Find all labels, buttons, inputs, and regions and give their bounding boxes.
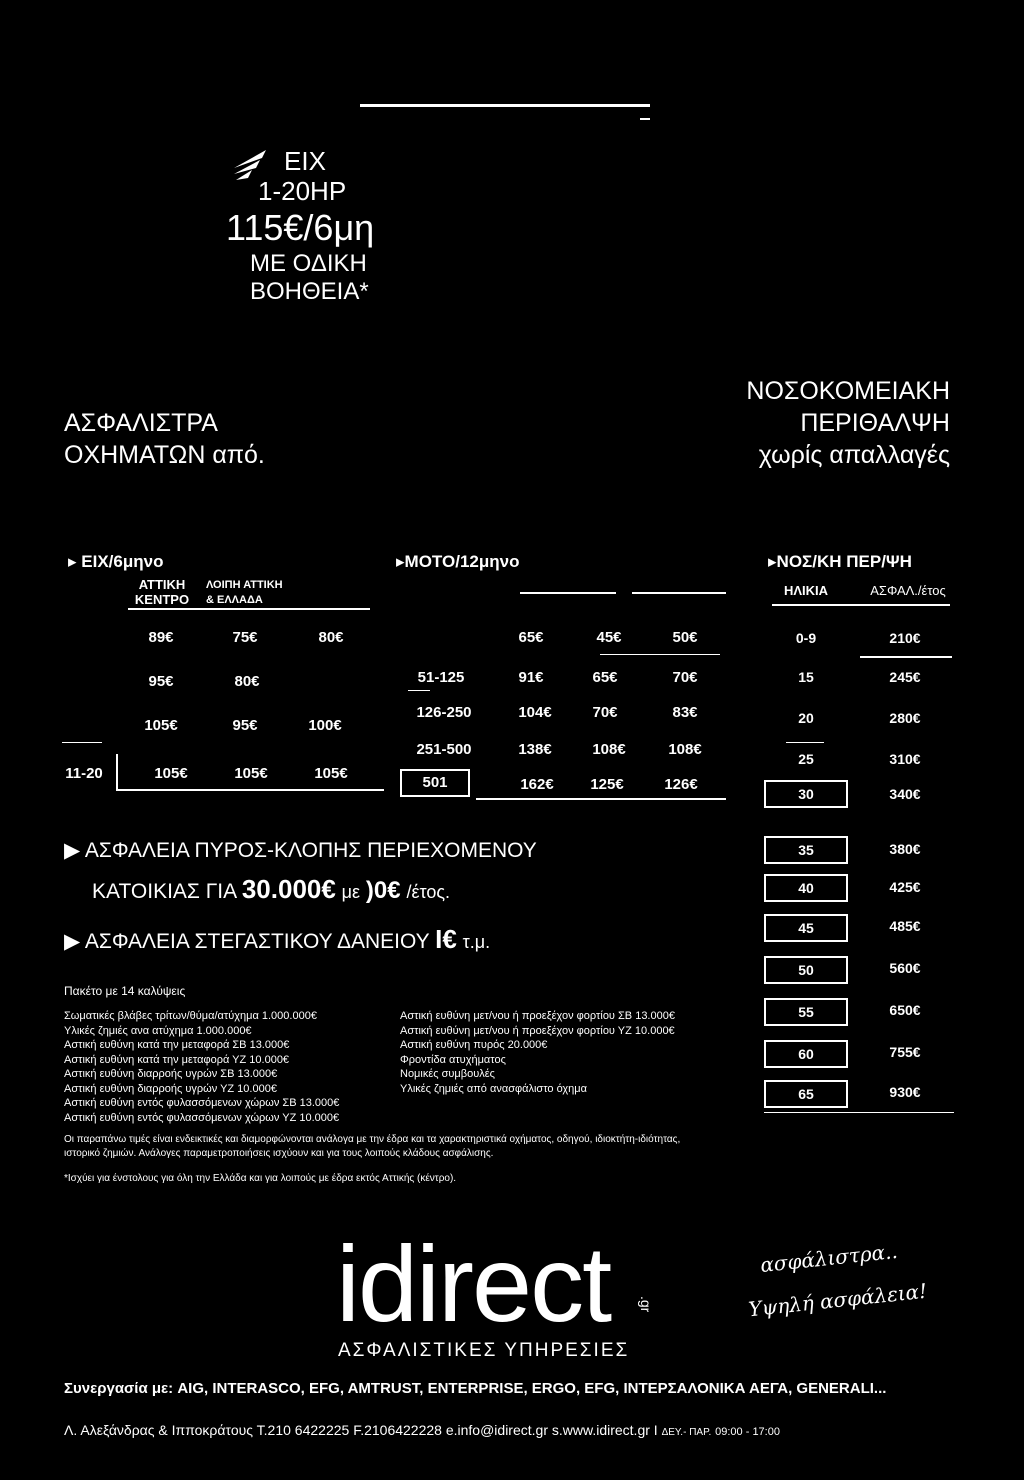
eix-r3-c3: 100€: [308, 717, 342, 734]
eix-col2-line2: & ΕΛΛΑΔΑ: [206, 594, 263, 606]
fire-line2-b: με: [341, 882, 361, 902]
hosp-price-6: 425€: [889, 879, 921, 895]
hosp-price-1: 245€: [889, 669, 921, 685]
moto-title-text: ΜΟΤΟ/12μηνο: [404, 552, 520, 571]
hosp-price-9: 650€: [889, 1002, 921, 1018]
hosp-price-8: 560€: [889, 960, 921, 976]
moto-r4-c1: 162€: [520, 776, 554, 793]
eix-r2-c1: 95€: [148, 673, 174, 690]
heading-right-1: ΝΟΣΟΚΟΜΕΙΑΚΗ: [746, 377, 950, 405]
feature-fire-line2: [92, 876, 450, 905]
slogan-line1: ασφάλιστρα..: [759, 1238, 899, 1278]
disclaimer: [64, 1133, 824, 1161]
hosp-age-10: 60: [764, 1040, 848, 1068]
moto-header-dash-2: [632, 592, 726, 594]
hosp-age-0: 0-9: [795, 630, 817, 646]
hosp-price-10: 755€: [889, 1044, 921, 1060]
disclaimer-line2: ιστορικό ζημιών. Ανάλογες παραμετροποιήσεις ισχύουν και για τους λοιπούς κλάδους ασφάλισης.: [64, 1148, 494, 1159]
eix-side-rule: [62, 742, 102, 743]
hosp-price-2: 280€: [889, 710, 921, 726]
coverage-item: Σωματικές βλάβες τρίτων/θύμα/ατύχημα 1.000.000€: [64, 1010, 317, 1022]
fire-line2-a: ΚΑΤΟΙΚΙΑΣ ΓΙΑ: [92, 880, 236, 903]
moto-r1-c1: 91€: [518, 669, 544, 686]
moto-r3-c2: 108€: [592, 741, 626, 758]
fire-line1-text: ΑΣΦΑΛΕΙΑ ΠΥΡΟΣ-ΚΛΟΠΗΣ ΠΕΡΙΕΧΟΜΕΝΟΥ: [84, 839, 537, 862]
slogan-line2: Υψηλή ασφάλεια!: [747, 1278, 929, 1322]
eix-r1-c1: 89€: [148, 629, 174, 646]
hosp-age-7: 45: [764, 914, 848, 942]
address-separator: I: [653, 1422, 662, 1438]
promo-line1: ΕΙΧ: [284, 146, 326, 176]
promo-line2: 1-20HP: [258, 176, 347, 206]
hosp-price-7: 485€: [889, 918, 921, 934]
eix-label-divider: [116, 754, 118, 790]
hosp-age-11: 65: [764, 1080, 848, 1108]
coverage-item: Αστική ευθύνη πυρός 20.000€: [400, 1039, 548, 1051]
eix-col1-line1: ΑΤΤΙΚΗ: [138, 577, 186, 592]
moto-r0-c3: 50€: [672, 629, 698, 646]
coverage-item: Αστική ευθύνη μετ/νου ή προεξέχον φορτίου ΣΒ 13.000€: [400, 1010, 675, 1022]
hosp-price-11: 930€: [889, 1084, 921, 1100]
eix-r2-c2: 80€: [234, 673, 260, 690]
loan-price: I€: [435, 924, 457, 954]
hosp-r2-rule: [786, 742, 824, 743]
coverage-item: Αστική ευθύνη κατά την μεταφορά ΥΖ 10.000€: [64, 1053, 290, 1066]
disclaimer-line1: Οι παραπάνω τιμές είναι ενδεικτικές και διαμορφώνονται ανάλογα με την έδρα και τα χαρακτηριστικά οχήματος, οδηγού, ιδιοκτήτη-ιδιότητας,: [64, 1134, 681, 1145]
heading-left-2: ΟΧΗΜΑΤΩΝ από.: [64, 441, 265, 469]
hosp-age-header: ΗΛΙΚΙΑ: [783, 583, 829, 598]
address-text: Λ. Αλεξάνδρας & Ιπποκράτους Τ.210 6422225 F.2106422228 e.info@idirect.gr s.www.idirect.gr: [64, 1422, 650, 1438]
fire-price: )0€: [365, 877, 401, 904]
eix-header-rule: [128, 608, 370, 610]
loan-unit: τ.μ.: [462, 932, 491, 952]
coverage-item: Υλικές ζημιές ανα ατύχημα 1.000.000€: [64, 1024, 252, 1037]
hosp-price-header: ΑΣΦΑΛ./έτος: [870, 583, 946, 598]
moto-r2-c1: 104€: [518, 704, 552, 721]
eix-r1-c2: 75€: [232, 629, 258, 646]
hosp-age-4: 30: [764, 780, 848, 808]
eix-r1-c3: 80€: [318, 629, 344, 646]
moto-r1-cc-rule: [408, 690, 430, 691]
eix-r4-c1: 105€: [154, 765, 188, 782]
moto-r1-cc: 51-125: [417, 669, 465, 686]
coverage-item: Αστική ευθύνη εντός φυλασσόμενων χώρων ΥΖ 10.000€: [64, 1111, 340, 1124]
package-title: Πακέτο με 14 καλύψεις: [64, 984, 186, 998]
hosp-title-text: ΝΟΣ/ΚΗ ΠΕΡ/ΨΗ: [776, 552, 912, 571]
moto-r3-c3: 108€: [668, 741, 702, 758]
hosp-age-8: 50: [764, 956, 848, 984]
coverage-item: Φροντίδα ατυχήματος: [400, 1053, 506, 1066]
address-line: [64, 1422, 780, 1438]
hosp-header-rule: [772, 604, 950, 606]
moto-r0-rule: [600, 654, 720, 655]
moto-header-dash-1: [520, 592, 616, 594]
eix-table-title: ▸ ΕΙΧ/6μηνο: [68, 552, 164, 571]
feature-fire-line1: ▶ ΑΣΦΑΛΕΙΑ ΠΥΡΟΣ-ΚΛΟΠΗΣ ΠΕΡΙΕΧΟΜΕΝΟΥ: [64, 839, 537, 862]
coverage-item: Νομικές συμβουλές: [400, 1068, 495, 1080]
idirect-logo: idirect: [336, 1223, 611, 1344]
moto-table-title: ▸ΜΟΤΟ/12μηνο: [396, 552, 520, 571]
hosp-age-2: 20: [798, 710, 814, 726]
eix-last-row-label: 11-20: [65, 765, 103, 782]
logo-suffix: .gr: [638, 1296, 654, 1313]
moto-r4-cc-box: 501: [400, 769, 470, 797]
eix-r3-c1: 105€: [144, 717, 178, 734]
package-right-list: [400, 1009, 750, 1096]
eix-col1-line2: ΚΕΝΤΡΟ: [134, 592, 190, 607]
top-rule: [360, 104, 650, 107]
fire-line2-c: /έτος.: [406, 882, 451, 902]
hosp-bottom-rule: [764, 1112, 954, 1113]
moto-r2-cc: 126-250: [416, 704, 472, 721]
brand-subtitle: ΑΣΦΑΛΙΣΤΙΚΕΣ ΥΠΗΡΕΣΙΕΣ: [338, 1340, 630, 1361]
moto-r2-c2: 70€: [592, 704, 618, 721]
hosp-price-5: 380€: [889, 841, 921, 857]
hosp-age-1: 15: [798, 669, 814, 685]
asterisk-note: *Ισχύει για ένστολους για όλη την Ελλάδα και για λοιπούς με έδρα εκτός Αττικής (κέντρο).: [64, 1173, 457, 1184]
heading-left-1: ΑΣΦΑΛΙΣΤΡΑ: [64, 409, 218, 437]
top-dash: [640, 118, 650, 120]
hosp-age-6: 40: [764, 874, 848, 902]
eix-r3-c2: 95€: [232, 717, 258, 734]
coverage-item: Αστική ευθύνη εντός φυλασσόμενων χώρων ΣΒ 13.000€: [64, 1097, 340, 1109]
moto-r4-c2: 125€: [590, 776, 624, 793]
coverage-item: Υλικές ζημιές από ανασφάλιστο όχημα: [400, 1082, 587, 1095]
promo-line5: ΒΟΗΘΕΙΑ*: [250, 278, 369, 305]
moto-r2-c3: 83€: [672, 704, 698, 721]
moto-r0-c2: 45€: [596, 629, 622, 646]
feature-loan: ▶ ΑΣΦΑΛΕΙΑ ΣΤΕΓΑΣΤΙΚΟΥ ΔΑΝΕΙΟΥ I€ τ.μ.: [64, 924, 491, 954]
hosp-price-0: 210€: [889, 630, 921, 646]
moto-r1-c3: 70€: [672, 669, 698, 686]
hosp-price-3: 310€: [889, 751, 921, 767]
hosp-age-9: 55: [764, 998, 848, 1026]
hosp-table-title: ▸ΝΟΣ/ΚΗ ΠΕΡ/ΨΗ: [768, 552, 912, 571]
eix-col2-header: [206, 578, 296, 608]
moto-r0-c1: 65€: [518, 629, 544, 646]
hosp-price-4: 340€: [889, 786, 921, 802]
fire-amount: 30.000€: [241, 874, 336, 904]
hosp-age-5: 35: [764, 836, 848, 864]
promo-price: 115€/6μη: [226, 207, 375, 248]
moto-bottom-rule: [476, 798, 726, 800]
moto-r4-c3: 126€: [664, 776, 698, 793]
coverage-item: Αστική ευθύνη μετ/νου ή προεξέχον φορτίου ΥΖ 10.000€: [400, 1024, 675, 1037]
eix-bottom-rule: [116, 789, 384, 791]
promo-line4: ΜΕ ΟΔΙΚΗ: [250, 250, 367, 277]
package-left-list: [64, 1009, 394, 1125]
heading-right-3: χωρίς απαλλαγές: [758, 441, 950, 469]
eix-col1-header: [132, 577, 192, 607]
coverage-item: Αστική ευθύνη διαρροής υγρών ΥΖ 10.000€: [64, 1082, 277, 1095]
hours-value: 09:00 - 17:00: [715, 1426, 780, 1438]
eix-r4-c2: 105€: [234, 765, 268, 782]
coverage-item: Αστική ευθύνη κατά την μεταφορά ΣΒ 13.000€: [64, 1039, 290, 1051]
coverage-item: Αστική ευθύνη διαρροής υγρών ΣΒ 13.000€: [64, 1068, 278, 1080]
eix-title-text: ΕΙΧ/6μηνο: [81, 552, 164, 571]
heading-right-2: ΠΕΡΙΘΑΛΨΗ: [800, 409, 950, 437]
eix-r4-c3: 105€: [314, 765, 348, 782]
moto-r3-c1: 138€: [518, 741, 552, 758]
moto-r1-c2: 65€: [592, 669, 618, 686]
eix-col2-line1: ΛΟΙΠΗ ΑΤΤΙΚΗ: [206, 579, 283, 591]
moto-r3-cc: 251-500: [416, 741, 472, 758]
loan-text: ΑΣΦΑΛΕΙΑ ΣΤΕΓΑΣΤΙΚΟΥ ΔΑΝΕΙΟΥ: [84, 930, 430, 953]
partners-line: Συνεργασία με: AIG, INTERASCO, EFG, AMTRUST, ENTERPRISE, ERGO, EFG, ΙΝΤΕΡΣΑΛΟΝΙΚΑ ΑΕΓΑ, GENERALI...: [64, 1380, 887, 1397]
hosp-r0-rule: [860, 656, 952, 658]
hosp-age-3: 25: [798, 751, 814, 767]
hours-label: ΔΕΥ.- ΠΑΡ.: [661, 1427, 712, 1438]
